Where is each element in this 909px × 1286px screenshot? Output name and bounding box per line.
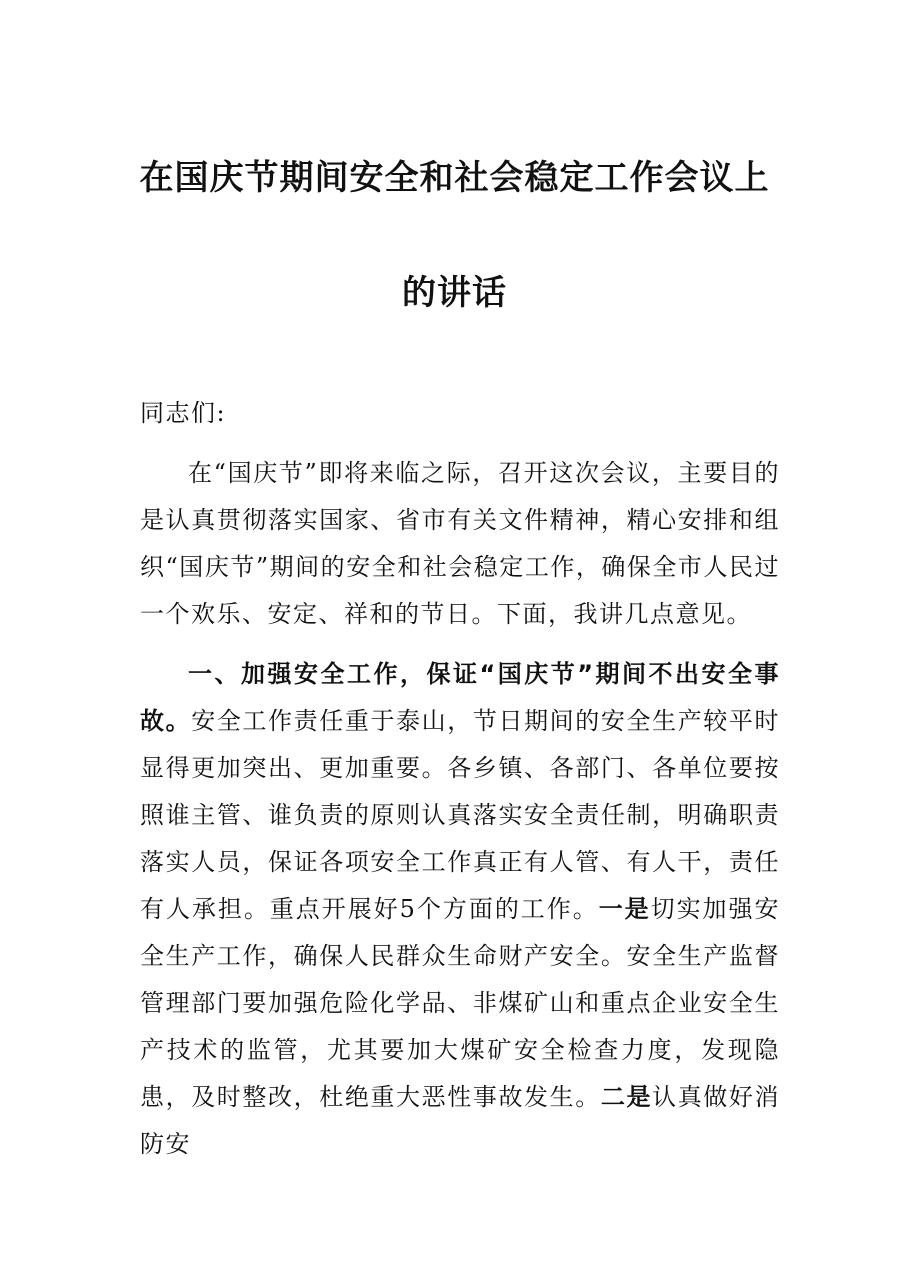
document-title-line2: 的讲话 <box>402 273 507 313</box>
intro-paragraph: 在“国庆节”即将来临之际，召开这次会议，主要目的是认真贯彻落实国家、省市有关文件精神，精心安排和组织“国庆节”期间的安全和社会稳定工作，确保全市人民过一个欢乐、安定、祥和的节日。下面，我讲几点意见。 <box>140 459 780 628</box>
salutation: 同志们: <box>140 399 227 427</box>
point2-text: 认真做好消防安 <box>140 1083 781 1158</box>
point1-text: 切实加强安全生产工作，确保人民群众生命财产安全。安全生产监督管理部门要加强危险化学品、非煤矿山和重点企业安全生产技术的监管，尤其要加大煤矿安全检查力度，发现隐患，及时整改，杜绝重大恶性事故发生。 <box>140 895 780 1111</box>
document-title-line1: 在国庆节期间安全和社会稳定工作会议上 <box>139 158 770 198</box>
section1-paragraph <box>140 651 780 1168</box>
point1-label: 一是 <box>598 895 651 923</box>
section1-heading: 一、加强安全工作，保证“国庆节”期间不出安全事故。 <box>140 660 780 735</box>
point2-label: 二是 <box>600 1083 653 1111</box>
section1-text: 安全工作责任重于泰山，节日期间的安全生产较平时显得更加突出、更加重要。各乡镇、各部门、各单位要按照谁主管、谁负责的原则认真落实安全责任制，明确职责落实人员，保证各项安全工作真正有人管、有人干，责任有人承担。重点开展好5个方面的工作。 <box>140 707 781 923</box>
document-body <box>140 390 780 1181</box>
